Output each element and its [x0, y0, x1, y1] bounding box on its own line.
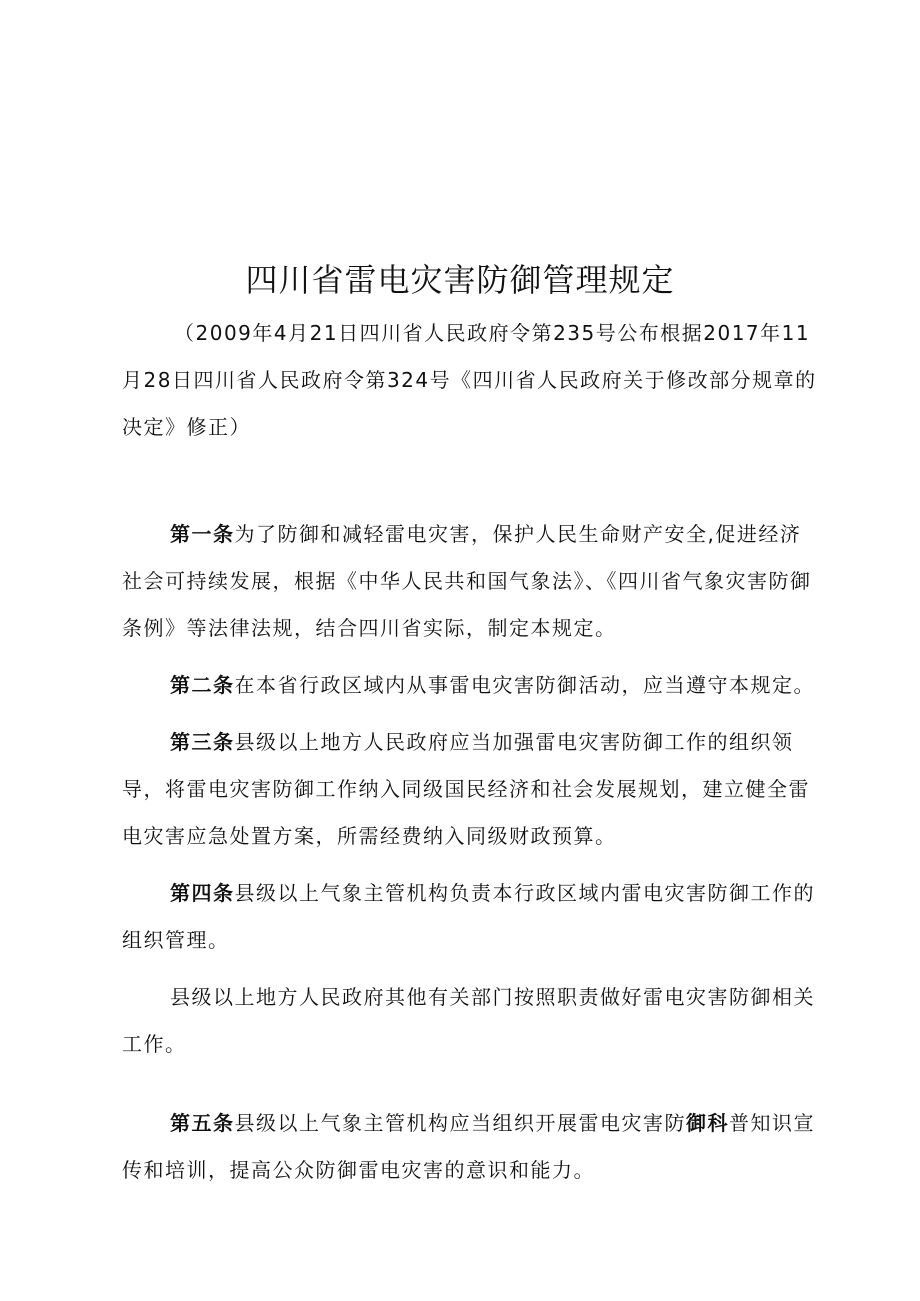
article-text: 县级以上气象主管机构负责本行政区域内雷电灾害防御工作的组织管理。: [122, 881, 815, 952]
article-label: 第五条: [170, 1111, 235, 1135]
spacer: [122, 709, 822, 719]
spacer: [122, 652, 822, 662]
article-label: 第二条: [170, 673, 235, 697]
spacer: [122, 1068, 822, 1100]
article-text: 县级以上地方人民政府应当加强雷电灾害防御工作的组织领导，将雷电灾害防御工作纳入同级国民经济和社会发展规划，建立健全雷电灾害应急处置方案，所需经费纳入同级财政预算。: [122, 730, 810, 848]
article-text: 为了防御和减轻雷电灾害，保护人民生命财产安全,促进经济社会可持续发展，根据《中华人民共和国气象法》、《四川省气象灾害防御条例》等法律法规，结合四川省实际，制定本规定。: [122, 522, 812, 640]
spacer: [122, 964, 822, 974]
article-4-continuation: 县级以上地方人民政府其他有关部门按照职责做好雷电灾害防御相关工作。: [122, 985, 815, 1056]
article-text: 县级以上气象主管机构应当组织开展雷电灾害防: [234, 1111, 686, 1135]
article-text: 在本省行政区域内从事雷电灾害防御活动，应当遵守本规定。: [234, 673, 815, 697]
article-label: 第一条: [170, 522, 235, 546]
article-5: [122, 1100, 822, 1194]
article-text: 普知识宣传和培训，提高公众防御雷电灾害的意识和能力。: [122, 1111, 815, 1182]
article-1: [122, 511, 822, 652]
article-2: [122, 662, 822, 709]
article-3: [122, 719, 822, 860]
article-text-emphasis: 御科: [686, 1111, 729, 1135]
document-title: 四川省雷电灾害防御管理规定: [245, 261, 675, 299]
spacer: [122, 451, 822, 511]
spacer: [122, 860, 822, 870]
amendment-note: （2009年4月21日四川省人民政府令第235号公布根据2017年11月28日四川省人民政府令第324号《四川省人民政府关于修改部分规章的决定》修正）: [122, 321, 817, 439]
article-label: 第四条: [170, 881, 235, 905]
article-4: [122, 870, 822, 964]
article-label: 第三条: [170, 730, 235, 754]
document-body: [122, 310, 822, 1194]
